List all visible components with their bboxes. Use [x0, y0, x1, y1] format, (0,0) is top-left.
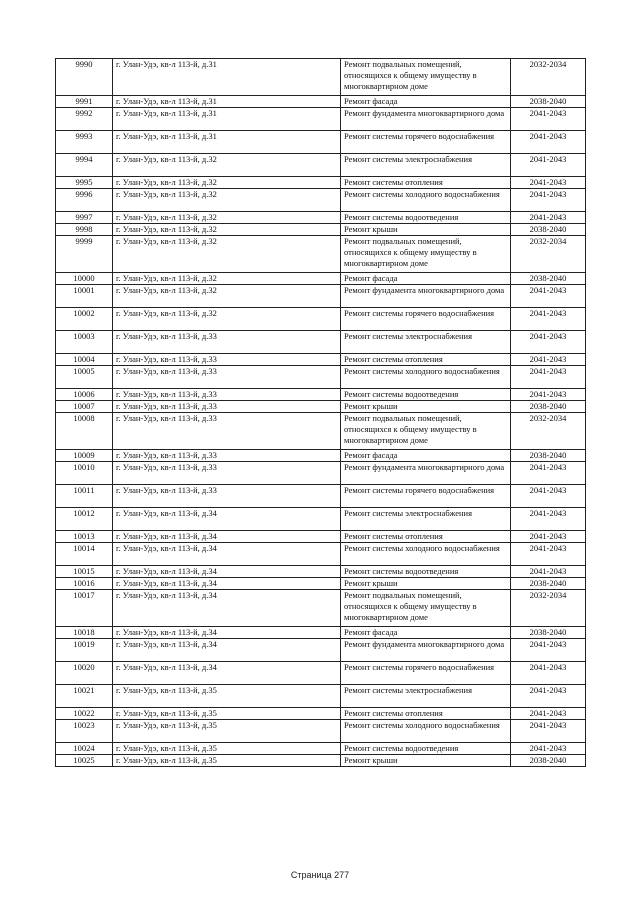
table-row	[56, 531, 586, 543]
row-period: 2032-2034	[511, 236, 586, 273]
table-row	[56, 366, 586, 389]
table-row	[56, 627, 586, 639]
row-address: г. Улан-Удэ, кв-л 113-й, д.34	[113, 662, 341, 685]
row-period: 2038-2040	[511, 755, 586, 767]
row-number: 10010	[56, 462, 113, 485]
row-address: г. Улан-Удэ, кв-л 113-й, д.34	[113, 627, 341, 639]
table-row	[56, 108, 586, 131]
row-period: 2032-2034	[511, 413, 586, 450]
row-period: 2038-2040	[511, 224, 586, 236]
row-address: г. Улан-Удэ, кв-л 113-й, д.33	[113, 331, 341, 354]
table-row	[56, 389, 586, 401]
row-work-type: Ремонт системы отопления	[341, 177, 511, 189]
table-row	[56, 708, 586, 720]
row-work-type: Ремонт системы водоотведения	[341, 566, 511, 578]
row-period: 2041-2043	[511, 720, 586, 743]
row-period: 2041-2043	[511, 708, 586, 720]
row-work-type: Ремонт крыши	[341, 401, 511, 413]
row-number: 9990	[56, 59, 113, 96]
row-address: г. Улан-Удэ, кв-л 113-й, д.33	[113, 366, 341, 389]
row-number: 10000	[56, 273, 113, 285]
table-row	[56, 590, 586, 627]
row-work-type: Ремонт системы горячего водоснабжения	[341, 662, 511, 685]
table-row	[56, 462, 586, 485]
row-address: г. Улан-Удэ, кв-л 113-й, д.32	[113, 189, 341, 212]
row-address: г. Улан-Удэ, кв-л 113-й, д.34	[113, 578, 341, 590]
row-number: 9991	[56, 96, 113, 108]
row-number: 10011	[56, 485, 113, 508]
row-period: 2041-2043	[511, 485, 586, 508]
row-number: 9994	[56, 154, 113, 177]
row-period: 2041-2043	[511, 189, 586, 212]
row-work-type: Ремонт фасада	[341, 627, 511, 639]
row-work-type: Ремонт фундамента многоквартирного дома	[341, 285, 511, 308]
row-number: 9995	[56, 177, 113, 189]
row-work-type: Ремонт фундамента многоквартирного дома	[341, 462, 511, 485]
row-period: 2041-2043	[511, 462, 586, 485]
row-period: 2041-2043	[511, 366, 586, 389]
row-address: г. Улан-Удэ, кв-л 113-й, д.33	[113, 401, 341, 413]
row-work-type: Ремонт крыши	[341, 578, 511, 590]
row-period: 2041-2043	[511, 389, 586, 401]
table-row	[56, 508, 586, 531]
table-row	[56, 154, 586, 177]
table-row	[56, 224, 586, 236]
table-row	[56, 755, 586, 767]
table-row	[56, 59, 586, 96]
row-address: г. Улан-Удэ, кв-л 113-й, д.35	[113, 720, 341, 743]
row-number: 10007	[56, 401, 113, 413]
table-row	[56, 285, 586, 308]
row-work-type: Ремонт системы отопления	[341, 354, 511, 366]
row-work-type: Ремонт системы электроснабжения	[341, 331, 511, 354]
row-address: г. Улан-Удэ, кв-л 113-й, д.31	[113, 59, 341, 96]
row-number: 10005	[56, 366, 113, 389]
row-period: 2032-2034	[511, 590, 586, 627]
row-number: 10002	[56, 308, 113, 331]
row-period: 2041-2043	[511, 639, 586, 662]
table-row	[56, 354, 586, 366]
row-address: г. Улан-Удэ, кв-л 113-й, д.35	[113, 755, 341, 767]
row-work-type: Ремонт системы электроснабжения	[341, 685, 511, 708]
row-work-type: Ремонт системы отопления	[341, 708, 511, 720]
row-number: 9998	[56, 224, 113, 236]
row-period: 2038-2040	[511, 627, 586, 639]
row-address: г. Улан-Удэ, кв-л 113-й, д.35	[113, 743, 341, 755]
row-period: 2041-2043	[511, 566, 586, 578]
table-row	[56, 308, 586, 331]
row-address: г. Улан-Удэ, кв-л 113-й, д.32	[113, 154, 341, 177]
page-number: Страница 277	[290, 870, 350, 880]
table-row	[56, 131, 586, 154]
table-row	[56, 212, 586, 224]
row-period: 2038-2040	[511, 450, 586, 462]
table-row	[56, 413, 586, 450]
row-number: 10001	[56, 285, 113, 308]
row-period: 2038-2040	[511, 578, 586, 590]
row-address: г. Улан-Удэ, кв-л 113-й, д.34	[113, 543, 341, 566]
row-address: г. Улан-Удэ, кв-л 113-й, д.34	[113, 508, 341, 531]
row-period: 2041-2043	[511, 177, 586, 189]
row-address: г. Улан-Удэ, кв-л 113-й, д.32	[113, 308, 341, 331]
row-address: г. Улан-Удэ, кв-л 113-й, д.33	[113, 354, 341, 366]
table-row	[56, 639, 586, 662]
row-number: 9992	[56, 108, 113, 131]
repair-schedule-table	[55, 58, 586, 767]
row-address: г. Улан-Удэ, кв-л 113-й, д.34	[113, 531, 341, 543]
row-work-type: Ремонт системы электроснабжения	[341, 154, 511, 177]
table-row	[56, 273, 586, 285]
row-number: 10021	[56, 685, 113, 708]
row-number: 10024	[56, 743, 113, 755]
row-work-type: Ремонт системы отопления	[341, 531, 511, 543]
row-period: 2041-2043	[511, 285, 586, 308]
row-period: 2041-2043	[511, 108, 586, 131]
document-page	[55, 58, 585, 767]
repair-schedule-body	[56, 59, 586, 767]
row-address: г. Улан-Удэ, кв-л 113-й, д.33	[113, 462, 341, 485]
row-number: 10012	[56, 508, 113, 531]
row-period: 2041-2043	[511, 154, 586, 177]
row-period: 2041-2043	[511, 662, 586, 685]
row-work-type: Ремонт крыши	[341, 224, 511, 236]
row-address: г. Улан-Удэ, кв-л 113-й, д.34	[113, 566, 341, 578]
row-work-type: Ремонт фундамента многоквартирного дома	[341, 108, 511, 131]
row-work-type: Ремонт системы водоотведения	[341, 389, 511, 401]
row-work-type: Ремонт фасада	[341, 450, 511, 462]
row-number: 10004	[56, 354, 113, 366]
row-period: 2041-2043	[511, 308, 586, 331]
row-number: 10013	[56, 531, 113, 543]
row-number: 10022	[56, 708, 113, 720]
row-address: г. Улан-Удэ, кв-л 113-й, д.32	[113, 285, 341, 308]
row-number: 10006	[56, 389, 113, 401]
row-period: 2038-2040	[511, 273, 586, 285]
row-work-type: Ремонт системы горячего водоснабжения	[341, 131, 511, 154]
row-number: 9993	[56, 131, 113, 154]
row-number: 10014	[56, 543, 113, 566]
row-period: 2041-2043	[511, 131, 586, 154]
table-row	[56, 685, 586, 708]
row-number: 10015	[56, 566, 113, 578]
row-period: 2041-2043	[511, 331, 586, 354]
row-work-type: Ремонт системы холодного водоснабжения	[341, 189, 511, 212]
row-address: г. Улан-Удэ, кв-л 113-й, д.34	[113, 639, 341, 662]
row-work-type: Ремонт подвальных помещений, относящихся к общему имуществу в многоквартирном доме	[341, 413, 511, 450]
row-period: 2041-2043	[511, 743, 586, 755]
row-work-type: Ремонт системы водоотведения	[341, 212, 511, 224]
row-address: г. Улан-Удэ, кв-л 113-й, д.31	[113, 96, 341, 108]
row-number: 10023	[56, 720, 113, 743]
row-number: 10003	[56, 331, 113, 354]
row-work-type: Ремонт фасада	[341, 96, 511, 108]
row-number: 9999	[56, 236, 113, 273]
row-work-type: Ремонт системы электроснабжения	[341, 508, 511, 531]
row-number: 10016	[56, 578, 113, 590]
row-period: 2041-2043	[511, 508, 586, 531]
table-row	[56, 743, 586, 755]
row-number: 10009	[56, 450, 113, 462]
table-row	[56, 96, 586, 108]
row-address: г. Улан-Удэ, кв-л 113-й, д.34	[113, 590, 341, 627]
row-address: г. Улан-Удэ, кв-л 113-й, д.32	[113, 273, 341, 285]
row-work-type: Ремонт фундамента многоквартирного дома	[341, 639, 511, 662]
row-work-type: Ремонт фасада	[341, 273, 511, 285]
row-work-type: Ремонт подвальных помещений, относящихся к общему имуществу в многоквартирном доме	[341, 236, 511, 273]
row-period: 2041-2043	[511, 543, 586, 566]
row-number: 10025	[56, 755, 113, 767]
row-address: г. Улан-Удэ, кв-л 113-й, д.31	[113, 131, 341, 154]
row-work-type: Ремонт системы холодного водоснабжения	[341, 543, 511, 566]
row-address: г. Улан-Удэ, кв-л 113-й, д.33	[113, 389, 341, 401]
table-row	[56, 189, 586, 212]
row-number: 9996	[56, 189, 113, 212]
row-period: 2041-2043	[511, 531, 586, 543]
table-row	[56, 662, 586, 685]
table-row	[56, 177, 586, 189]
row-number: 9997	[56, 212, 113, 224]
row-number: 10019	[56, 639, 113, 662]
row-number: 10017	[56, 590, 113, 627]
table-row	[56, 566, 586, 578]
row-address: г. Улан-Удэ, кв-л 113-й, д.32	[113, 212, 341, 224]
row-work-type: Ремонт системы горячего водоснабжения	[341, 308, 511, 331]
table-row	[56, 543, 586, 566]
table-row	[56, 578, 586, 590]
row-work-type: Ремонт системы горячего водоснабжения	[341, 485, 511, 508]
row-period: 2041-2043	[511, 685, 586, 708]
row-address: г. Улан-Удэ, кв-л 113-й, д.32	[113, 224, 341, 236]
row-period: 2038-2040	[511, 401, 586, 413]
row-address: г. Улан-Удэ, кв-л 113-й, д.33	[113, 413, 341, 450]
row-address: г. Улан-Удэ, кв-л 113-й, д.31	[113, 108, 341, 131]
row-period: 2032-2034	[511, 59, 586, 96]
row-period: 2041-2043	[511, 212, 586, 224]
row-period: 2038-2040	[511, 96, 586, 108]
row-work-type: Ремонт системы холодного водоснабжения	[341, 366, 511, 389]
row-address: г. Улан-Удэ, кв-л 113-й, д.35	[113, 685, 341, 708]
row-address: г. Улан-Удэ, кв-л 113-й, д.32	[113, 177, 341, 189]
row-address: г. Улан-Удэ, кв-л 113-й, д.32	[113, 236, 341, 273]
table-row	[56, 331, 586, 354]
row-work-type: Ремонт системы холодного водоснабжения	[341, 720, 511, 743]
row-work-type: Ремонт подвальных помещений, относящихся к общему имуществу в многоквартирном доме	[341, 590, 511, 627]
table-row	[56, 485, 586, 508]
table-row	[56, 450, 586, 462]
row-address: г. Улан-Удэ, кв-л 113-й, д.35	[113, 708, 341, 720]
row-period: 2041-2043	[511, 354, 586, 366]
table-row	[56, 401, 586, 413]
table-row	[56, 720, 586, 743]
row-number: 10008	[56, 413, 113, 450]
row-address: г. Улан-Удэ, кв-л 113-й, д.33	[113, 485, 341, 508]
row-number: 10018	[56, 627, 113, 639]
row-work-type: Ремонт крыши	[341, 755, 511, 767]
row-number: 10020	[56, 662, 113, 685]
table-row	[56, 236, 586, 273]
row-work-type: Ремонт системы водоотведения	[341, 743, 511, 755]
row-address: г. Улан-Удэ, кв-л 113-й, д.33	[113, 450, 341, 462]
row-work-type: Ремонт подвальных помещений, относящихся к общему имуществу в многоквартирном доме	[341, 59, 511, 96]
